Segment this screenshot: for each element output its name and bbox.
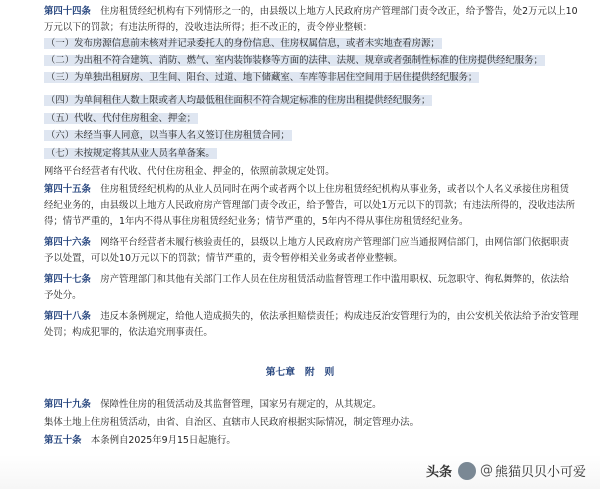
text-line xyxy=(44,38,442,50)
chapter-heading: 第七章 附 则 xyxy=(265,367,335,378)
line-text: （五）代收、代付住房租金、押金； xyxy=(46,113,197,124)
line-text: 予处分。 xyxy=(44,290,82,301)
line-text: 本条例自2025年9月15日起施行。 xyxy=(81,435,236,446)
text-line xyxy=(44,184,569,196)
line-text: 经纪业务的，由县级以上地方人民政府房产管理部门责令改正，给予警告，可以处1万元以下的罚款；有违法所得的，没收违法所 xyxy=(44,200,575,211)
line-text: 网络平台经营者有代收、代付住房租金、押金的，依照前款规定处罚。 xyxy=(44,166,335,177)
text-line xyxy=(44,290,82,302)
text-line xyxy=(44,417,419,429)
article-number: 第四十四条 xyxy=(44,6,91,17)
watermark-author: 熊猫贝贝小可爱 xyxy=(494,465,586,480)
text-line xyxy=(44,216,468,228)
avatar-icon xyxy=(458,462,476,480)
text-line xyxy=(44,399,382,411)
article-number: 第四十八条 xyxy=(44,311,91,322)
line-text: 住房租赁经纪机构有下列情形之一的，由县级以上地方人民政府房产管理部门责令改正，给予警告，处2万元以上10 xyxy=(90,6,578,17)
text-line xyxy=(44,327,213,339)
watermark-at: @ xyxy=(479,463,493,478)
line-text: 住房租赁经纪机构的从业人员同时在两个或者两个以上住房租赁经纪机构从事业务，或者以个人名义承接住房租赁 xyxy=(90,184,570,195)
line-text: 集体土地上住房租赁活动，由省、自治区、直辖市人民政府根据实际情况，制定管理办法。 xyxy=(44,417,420,428)
text-line xyxy=(44,95,432,107)
article-number: 第四十九条 xyxy=(44,399,91,410)
watermark[interactable] xyxy=(426,461,586,480)
line-text: （三）为单独出租厨房、卫生间、阳台、过道、地下储藏室、车库等非居住空间用于居住提供经纪服务； xyxy=(46,72,478,83)
line-text: （二）为出租不符合建筑、消防、燃气、室内装饰装修等方面的法律、法规、规章或者强制性标准的住房提供经纪服务； xyxy=(46,55,543,66)
text-line xyxy=(44,274,569,286)
text-line xyxy=(44,6,578,18)
text-line xyxy=(44,72,479,84)
text-line xyxy=(44,113,198,125)
text-line xyxy=(44,435,236,447)
text-line xyxy=(44,22,372,34)
article-number: 第五十条 xyxy=(44,435,82,446)
line-text: 予以处置，可以处10万元以下的罚款；情节严重的，责令暂停相关业务或者停业整顿。 xyxy=(44,253,403,264)
line-text: 违反本条例规定，给他人造成损失的，依法承担赔偿责任；构成违反治安管理行为的，由公安机关依法给予治安管理 xyxy=(90,311,579,322)
text-line xyxy=(44,55,545,67)
line-text: 得；情节严重的，1年内不得从事住房租赁经纪业务；情节严重的，5年内不得从事住房租赁经纪业务。 xyxy=(44,216,469,227)
line-text: 处罚；构成犯罪的，依法追究刑事责任。 xyxy=(44,327,213,338)
line-text: 万元以下的罚款；有违法所得的，没收违法所得；拒不改正的，责令停业整顿： xyxy=(44,22,373,33)
text-line xyxy=(44,253,403,265)
article-number: 第四十七条 xyxy=(44,274,91,285)
line-text: （七）未按规定将其从业人员名单备案。 xyxy=(46,148,215,159)
text-line xyxy=(44,311,578,323)
text-line xyxy=(44,130,292,142)
footer-bar xyxy=(0,455,600,489)
line-text: （六）未经当事人同意，以当事人名义签订住房租赁合同； xyxy=(46,130,290,141)
text-line xyxy=(44,148,217,160)
line-text: （一）发布房源信息前未核对并记录委托人的身份信息、住房权属信息，或者未实地查看房源； xyxy=(46,38,440,49)
text-line xyxy=(44,200,575,212)
text-line xyxy=(44,166,335,178)
article-number: 第四十六条 xyxy=(44,237,91,248)
line-text: 网络平台经营者未履行核验责任的，县级以上地方人民政府房产管理部门应当通报网信部门，由网信部门依据职责 xyxy=(90,237,570,248)
line-text: 房产管理部门和其他有关部门工作人员在住房租赁活动监督管理工作中滥用职权、玩忽职守、徇私舞弊的，依法给 xyxy=(90,274,570,285)
article-number: 第四十五条 xyxy=(44,184,91,195)
text-line xyxy=(44,237,569,249)
line-text: （四）为单间租住人数上限或者人均最低租住面积不符合规定标准的住房出租提供经纪服务； xyxy=(46,95,431,106)
line-text: 保障性住房的租赁活动及其监督管理，国家另有规定的，从其规定。 xyxy=(90,399,382,410)
watermark-source: 头条 xyxy=(425,465,452,480)
